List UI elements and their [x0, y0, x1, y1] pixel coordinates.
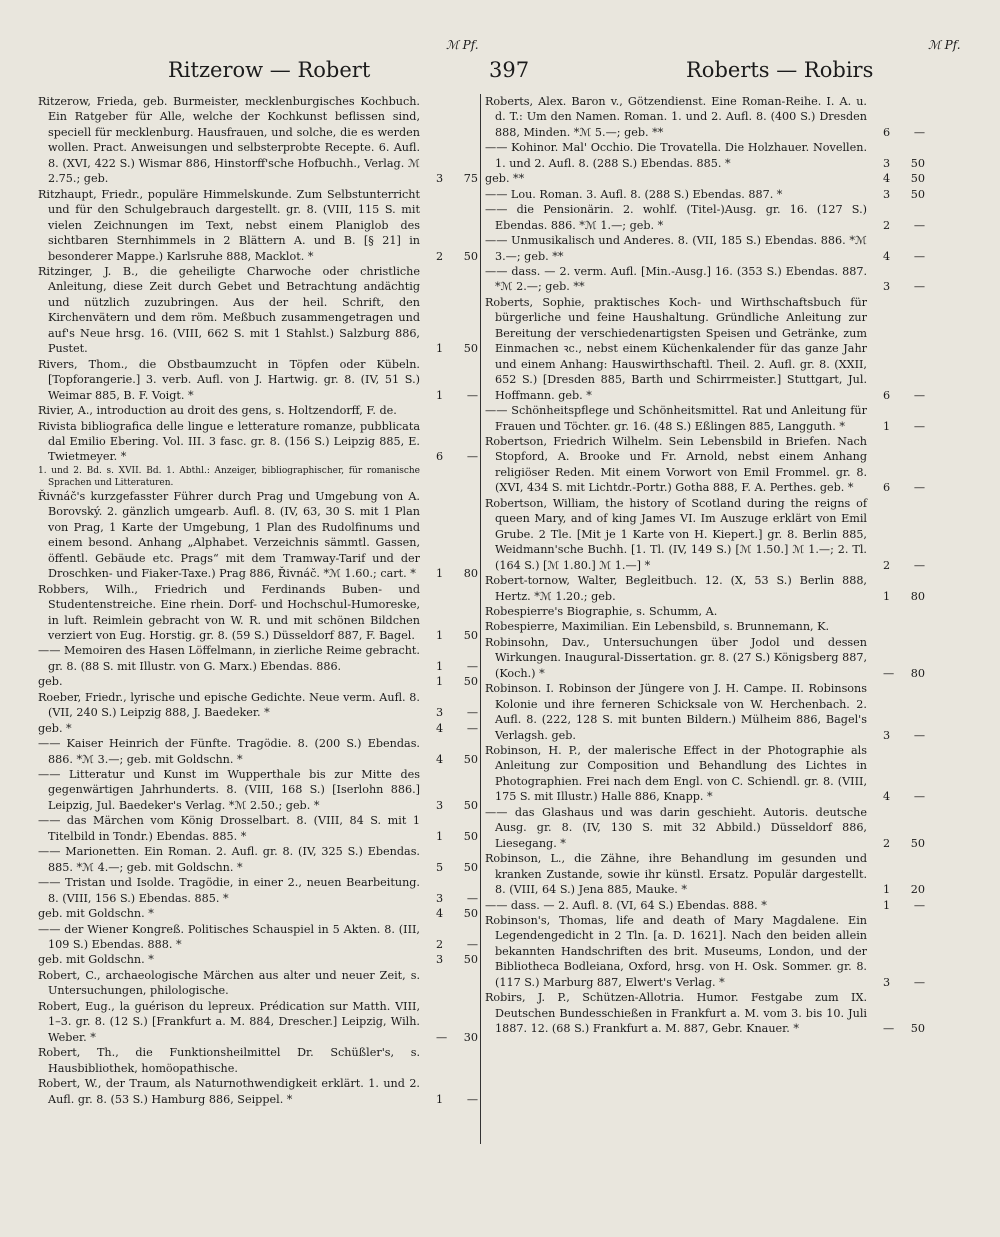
page-header — [38, 48, 962, 84]
catalog-entry — [485, 898, 925, 913]
price-mark: 2 — [883, 218, 891, 232]
entry-price — [424, 937, 478, 952]
entry-price — [424, 1092, 478, 1107]
catalog-entry — [38, 999, 478, 1045]
entry-text: geb. mit Goldschn. * — [38, 953, 154, 967]
price-pfennig: 75 — [463, 172, 478, 186]
entry-text: Rivista bibliografica delle lingue e letterature romanze, pubblicata dal Emilio Ebering. Vol. III. 3 fasc. gr. 8. (156 S.) Leipzig 885, E. Twietmeyer. * — [38, 419, 420, 464]
price-mark: — — [883, 1022, 895, 1036]
entry-text: —— das Glashaus und was darin geschieht. Autoris. deutsche Ausg. gr. 8. (IV, 130 S. mit 32 Abbild.) Düsseldorf 886, Liesegang. * — [485, 805, 867, 850]
entry-text: Robert, C., archaeologische Märchen aus alter und neuer Zeit, s. Untersuchungen, philologische. — [38, 968, 420, 998]
entry-text: Robert, Eug., la guérison du lepreux. Prédication sur Matth. VIII, 1–3. gr. 8. (12 S.) [Frankfurt a. M. 884, Drescher.] Leipzig, Wilh. Weber. * — [38, 999, 420, 1044]
price-mark: 3 — [883, 728, 891, 742]
price-mark: 3 — [436, 891, 444, 905]
entry-price — [871, 789, 925, 804]
entry-price — [871, 728, 925, 743]
entry-text: Ritzinger, J. B., die geheiligte Charwoche oder christliche Anleitung, diese Zeit durch Gebet und Betrachtung andächtig und nützlich zuzubringen. Aus der heil. Schrift, den Kirchenvätern und dem röm. Meßbuch zusammengetragen und auf's Neue hrsg. 16. (VIII, 662 S. mit 1 Stahlst.) Salzburg 886, Pustet. — [38, 264, 420, 356]
entry-price — [871, 171, 925, 186]
entry-price — [871, 1021, 925, 1036]
entry-price — [424, 171, 478, 186]
column-divider — [480, 94, 481, 1144]
catalog-entry — [38, 489, 478, 582]
entry-price — [871, 558, 925, 573]
entry-price — [424, 628, 478, 643]
entry-price — [871, 125, 925, 140]
price-pfennig: 50 — [910, 156, 925, 170]
catalog-entry — [485, 233, 925, 264]
catalog-entry — [38, 674, 478, 689]
price-pfennig: 50 — [910, 836, 925, 850]
price-mark: — — [883, 666, 895, 680]
entry-price — [424, 829, 478, 844]
catalog-entry — [485, 202, 925, 233]
price-pfennig: — — [466, 659, 478, 673]
entry-price — [424, 388, 478, 403]
price-mark: 1 — [436, 628, 444, 642]
catalog-entry — [485, 913, 925, 990]
entry-price — [424, 1030, 478, 1045]
catalog-entry — [38, 922, 478, 953]
entry-text: —— Unmusikalisch und Anderes. 8. (VII, 185 S.) Ebendas. 886. *ℳ 3.—; geb. ** — [485, 234, 867, 263]
price-pfennig: 80 — [463, 567, 478, 581]
price-pfennig: 20 — [910, 883, 925, 897]
entry-price — [424, 752, 478, 767]
catalog-entry — [485, 140, 925, 171]
entry-price — [424, 798, 478, 813]
price-mark: 1 — [436, 675, 444, 689]
price-pfennig: 50 — [463, 798, 478, 812]
price-mark: 3 — [883, 187, 891, 201]
entry-price — [871, 666, 925, 681]
price-pfennig: 50 — [463, 628, 478, 642]
catalog-entry — [38, 721, 478, 736]
price-pfennig: 80 — [910, 589, 925, 603]
entry-price — [871, 156, 925, 171]
entry-price — [871, 975, 925, 990]
entry-text: Roberts, Sophie, praktisches Koch- und Wirthschaftsbuch für bürgerliche und feine Haushaltung. Gründliche Anleitung zur Bereitung der verschiedenartigsten Speisen und Getränke, zum Einmachen ꝛc., nebst einem Küchenkalender für das ganze Jahr und einem Anhang: Hauswirthschaftl. Theil. 2. Aufl. gr. 8. (XXII, 652 S.) [Dresden 885, Barth und Schirrmeister.] Stuttgart, Jul. Hoffmann. geb. * — [485, 295, 867, 402]
price-pfennig: — — [913, 218, 925, 232]
currency-header-right: ℳ Pf. — [928, 38, 961, 52]
entry-text: —— Schönheitspflege und Schönheitsmittel. Rat und Anleitung für Frauen und Töchter. gr. 16. (48 S.) Eßlingen 885, Langguth. * — [485, 404, 867, 433]
price-mark: 6 — [883, 481, 891, 495]
entry-text: Robespierre's Biographie, s. Schumm, A. — [485, 604, 718, 618]
catalog-entry — [38, 582, 478, 644]
price-mark: 1 — [883, 898, 891, 912]
entry-price — [871, 388, 925, 403]
entry-price — [424, 566, 478, 581]
catalog-entry — [38, 357, 478, 403]
entry-text: geb. — [38, 675, 63, 689]
entry-text: Robertson, William, the history of Scotland during the reigns of queen Mary, and of king James VI. Im Auszuge erklärt von Emil Grube. 2 Tle. [Mit je 1 Karte von H. Kiepert.] gr. 8. Berlin 885, Weidmann'sche Buchh. [1. Tl. (IV, 149 S.) [ℳ 1.50.] ℳ 1.—; 2. Tl. (164 S.) [ℳ 1.80.] ℳ 1.—] * — [485, 496, 867, 572]
catalog-entry — [485, 171, 925, 186]
catalog-entry — [38, 1076, 478, 1107]
right-column — [485, 94, 925, 1214]
price-mark: 4 — [436, 721, 444, 735]
catalog-entry — [485, 434, 925, 496]
price-mark: 3 — [883, 280, 891, 294]
price-mark: 6 — [436, 450, 444, 464]
entry-text: Robbers, Wilh., Friedrich und Ferdinands Buben- und Studentenstreiche. Eine rhein. Dorf- und Hochschul-Humoreske, in luft. Reimlein gebracht von W. R. und mit schönen Bildchen verziert von Eug. Horstig. gr. 8. (59 S.) Düsseldorf 887, F. Bagel. — [38, 582, 420, 642]
entry-price — [871, 279, 925, 294]
price-mark: 3 — [883, 156, 891, 170]
price-mark: 4 — [883, 249, 891, 263]
catalog-entry — [485, 573, 925, 604]
price-mark: 1 — [436, 388, 444, 402]
entry-text: —— dass. — 2. Aufl. 8. (VI, 64 S.) Ebendas. 888. * — [485, 898, 767, 912]
price-pfennig: — — [913, 280, 925, 294]
price-mark: 3 — [436, 953, 444, 967]
price-mark: 2 — [436, 249, 444, 263]
price-pfennig: — — [913, 558, 925, 572]
catalog-entry — [485, 187, 925, 202]
entry-text: geb. ** — [485, 172, 525, 186]
catalog-entry — [485, 619, 925, 634]
price-pfennig: — — [466, 938, 478, 952]
price-mark: 1 — [883, 419, 891, 433]
entry-text: Roeber, Friedr., lyrische und epische Gedichte. Neue verm. Aufl. 8. (VII, 240 S.) Leipzig 888, J. Baedeker. * — [38, 690, 420, 720]
entry-text: Ritzerow, Frieda, geb. Burmeister, mecklenburgisches Kochbuch. Ein Ratgeber für Alle, welche der Kochkunst beflissen sind, speciell für mecklenburg. Hausfrauen, und solche, die es werden wollen. Pract. Anweisungen und selbsterprobte Recepte. 6. Aufl. 8. (XVI, 422 S.) Wismar 886, Hinstorff'sche Hofbuchh., Verlag. ℳ 2.75.; geb. — [38, 95, 420, 186]
catalog-entry — [38, 906, 478, 921]
catalog-entry — [485, 805, 925, 851]
price-pfennig: 80 — [910, 666, 925, 680]
price-pfennig: 50 — [463, 953, 478, 967]
price-mark: 4 — [436, 907, 444, 921]
entry-price — [424, 674, 478, 689]
price-mark: 3 — [436, 172, 444, 186]
catalog-entry — [38, 844, 478, 875]
price-pfennig: — — [913, 790, 925, 804]
entry-text: Robinson's, Thomas, life and death of Mary Magdalene. Ein Legendengedicht in 2 Tln. [a. D. 1621]. Nach den beiden allein bekannten Handschriften des brit. Museums, London, und der Bibliotheca Bodleiana, Oxford, hrsg. von H. Osk. Sommer. gr. 8. (117 S.) Marburg 887, Elwert's Verlag. * — [485, 914, 867, 989]
price-pfennig: 50 — [463, 752, 478, 766]
price-pfennig: 50 — [910, 1022, 925, 1036]
price-mark: 2 — [883, 836, 891, 850]
price-mark: 1 — [436, 342, 444, 356]
price-mark: 3 — [436, 798, 444, 812]
entry-price — [424, 249, 478, 264]
entry-price — [424, 721, 478, 736]
price-mark: 1 — [883, 883, 891, 897]
price-pfennig: 50 — [463, 829, 478, 843]
catalog-entry — [485, 635, 925, 681]
price-pfennig: 50 — [463, 342, 478, 356]
catalog-entry — [485, 94, 925, 140]
entry-text: Robinson, H. P., der malerische Effect in der Photographie als Anleitung zur Composition und Behandlung des Lichtes in Photographien. Frei nach dem Engl. von C. Schiendl. gr. 8. (VIII, 175 S. mit Illustr.) Halle 886, Knapp. * — [485, 744, 867, 804]
catalog-entry — [38, 403, 478, 418]
price-pfennig: — — [913, 481, 925, 495]
entry-price — [871, 836, 925, 851]
catalog-entry — [38, 94, 478, 187]
catalog-entry — [38, 643, 478, 674]
entry-price — [424, 906, 478, 921]
catalog-entry — [485, 295, 925, 403]
price-mark: 1 — [436, 1092, 444, 1106]
catalog-entry — [38, 968, 478, 999]
price-pfennig: — — [913, 975, 925, 989]
entry-text: Robert, W., der Traum, als Naturnothwendigkeit erklärt. 1. und 2. Aufl. gr. 8. (53 S.) Hamburg 886, Seippel. * — [38, 1077, 420, 1106]
catalog-entry — [485, 604, 925, 619]
entry-price — [871, 589, 925, 604]
entry-text: Rivers, Thom., die Obstbaumzucht in Töpfen oder Kübeln. [Topforangerie.] 3. verb. Aufl. von J. Hartwig. gr. 8. (IV, 51 S.) Weimar 885, B. F. Voigt. * — [38, 357, 420, 402]
catalog-entry — [485, 851, 925, 897]
entry-price — [424, 891, 478, 906]
entry-price — [871, 882, 925, 897]
entry-text: Roberts, Alex. Baron v., Götzendienst. Eine Roman-Reihe. I. A. u. d. T.: Um den Namen. Roman. 1. und 2. Aufl. 8. (400 S.) Dresden 888, Minden. *ℳ 5.—; geb. ** — [485, 95, 867, 139]
entry-price — [871, 218, 925, 233]
price-pfennig: 50 — [463, 675, 478, 689]
entry-price — [871, 419, 925, 434]
entry-columns — [38, 94, 962, 1214]
catalog-entry — [38, 767, 478, 813]
price-pfennig: — — [913, 125, 925, 139]
left-running-head: Ritzerow — Robert — [168, 58, 371, 82]
entry-price — [871, 898, 925, 913]
entry-text: —— die Pensionärin. 2. wohlf. (Titel-)Ausg. gr. 16. (127 S.) Ebendas. 886. *ℳ 1.—; geb. * — [485, 203, 867, 232]
entry-text: —— Kaiser Heinrich der Fünfte. Tragödie. 8. (200 S.) Ebendas. 886. *ℳ 3.—; geb. mit Goldschn. * — [38, 737, 420, 766]
price-pfennig: 50 — [910, 187, 925, 201]
catalog-entry — [485, 264, 925, 295]
price-pfennig: — — [913, 728, 925, 742]
currency-header-left: ℳ Pf. — [446, 38, 479, 52]
entry-text: —— dass. — 2. verm. Aufl. [Min.-Ausg.] 16. (353 S.) Ebendas. 887. *ℳ 2.—; geb. ** — [485, 264, 867, 294]
catalog-entry — [38, 187, 478, 264]
price-mark: 2 — [883, 558, 891, 572]
entry-price — [871, 249, 925, 264]
catalog-entry — [485, 403, 925, 434]
price-mark: 1 — [883, 589, 891, 603]
price-pfennig: 30 — [463, 1030, 478, 1044]
price-mark: 2 — [436, 938, 444, 952]
entry-text: Robert-tornow, Walter, Begleitbuch. 12. (X, 53 S.) Berlin 888, Hertz. *ℳ 1.20.; geb. — [485, 574, 867, 603]
entry-text: —— Memoiren des Hasen Löffelmann, in zierliche Reime gebracht. gr. 8. (88 S. mit Illustr. von G. Marx.) Ebendas. 886. — [38, 644, 420, 673]
entry-price — [424, 341, 478, 356]
catalog-entry — [38, 1045, 478, 1076]
price-pfennig: — — [466, 1092, 478, 1106]
entry-text: geb. mit Goldschn. * — [38, 907, 154, 921]
price-mark: 6 — [883, 125, 891, 139]
entry-price — [424, 860, 478, 875]
entry-text: Robinson, L., die Zähne, ihre Behandlung im gesunden und kranken Zustande, sowie ihr künstl. Ersatz. Populär dargestellt. 8. (VIII, 64 S.) Jena 885, Mauke. * — [485, 852, 867, 897]
entry-text: —— Kohinor. Mal' Occhio. Die Trovatella. Die Holzhauer. Novellen. 1. und 2. Aufl. 8. (288 S.) Ebendas. 885. * — [485, 141, 867, 170]
catalog-entry — [38, 813, 478, 844]
catalog-entry — [38, 419, 478, 465]
entry-text: —— Litteratur und Kunst im Wupperthale bis zur Mitte des gegenwärtigen Jahrhunderts. 8. (VIII, 168 S.) [Iserlohn 886.] Leipzig, Jul. Baedeker's Verlag. *ℳ 2.50.; geb. * — [38, 768, 420, 812]
price-pfennig: — — [466, 388, 478, 402]
price-mark: 1 — [436, 829, 444, 843]
entry-text: Robertson, Friedrich Wilhelm. Sein Lebensbild in Briefen. Nach Stopford, A. Brooke und Fr. Arnold, nebst einem Anhang religiöser Reden. Mit einem Vorwort von Emil Frommel. gr. 8. (XVI, 434 S. mit Lichtdr.-Portr.) Gotha 888, F. A. Perthes. geb. * — [485, 434, 867, 495]
price-mark: 3 — [436, 706, 444, 720]
price-pfennig: — — [466, 891, 478, 905]
catalog-entry — [38, 952, 478, 967]
catalog-entry — [38, 690, 478, 721]
entry-text: Robespierre, Maximilian. Ein Lebensbild, s. Brunnemann, K. — [485, 620, 830, 634]
entry-text: 1. und 2. Bd. s. XVII. Bd. 1. Abthl.: Anzeiger, bibliographischer, für romanische Sprachen und Litteraturen. — [38, 465, 420, 488]
entry-price — [424, 705, 478, 720]
entry-price — [424, 449, 478, 464]
left-column — [38, 94, 478, 1214]
entry-price — [871, 187, 925, 202]
catalog-entry — [38, 465, 478, 489]
entry-text: Rivier, A., introduction au droit des gens, s. Holtzendorff, F. de. — [38, 404, 397, 418]
price-mark: 1 — [436, 567, 444, 581]
price-pfennig: — — [913, 249, 925, 263]
price-mark: 4 — [883, 172, 891, 186]
catalog-entry — [485, 743, 925, 805]
price-pfennig: — — [913, 898, 925, 912]
price-pfennig: — — [913, 388, 925, 402]
price-pfennig: — — [466, 721, 478, 735]
entry-text: geb. * — [38, 721, 72, 735]
entry-text: —— das Märchen vom König Drosselbart. 8. (VIII, 84 S. mit 1 Titelbild in Tondr.) Ebendas. 885. * — [38, 814, 420, 843]
price-mark: 4 — [436, 752, 444, 766]
price-pfennig: — — [913, 419, 925, 433]
price-pfennig: 50 — [910, 172, 925, 186]
entry-text: —— Tristan und Isolde. Tragödie, in einer 2., neuen Bearbeitung. 8. (VIII, 156 S.) Ebendas. 885. * — [38, 876, 420, 905]
price-pfennig: — — [466, 706, 478, 720]
entry-text: Robinsohn, Dav., Untersuchungen über Jodol und dessen Wirkungen. Inaugural-Dissertation. gr. 8. (27 S.) Königsberg 887, (Koch.) * — [485, 635, 867, 680]
entry-price — [871, 480, 925, 495]
price-pfennig: 50 — [463, 860, 478, 874]
entry-text: Ritzhaupt, Friedr., populäre Himmelskunde. Zum Selbstunterricht und für den Schulgebrauch dargestellt. gr. 8. (VIII, 115 S. mit vielen Zeichnungen im Text, nebst einem Planiglob des sichtbaren Sternhimmels in 2 Blättern A. und B. [§ 21] in besonderer Mappe.) Karlsruhe 888, Macklot. * — [38, 187, 420, 263]
price-pfennig: 50 — [463, 907, 478, 921]
entry-text: Robert, Th., die Funktionsheilmittel Dr. Schüßler's, s. Hausbibliothek, homöopathische. — [38, 1046, 420, 1075]
catalog-entry — [485, 496, 925, 573]
price-mark: 1 — [436, 659, 444, 673]
right-running-head: Roberts — Robirs — [686, 58, 874, 82]
catalog-entry — [485, 990, 925, 1036]
price-mark: 5 — [436, 860, 444, 874]
entry-text: Řivnáč's kurzgefasster Führer durch Prag und Umgebung von A. Borovský. 2. gänzlich umgearb. Aufl. 8. (IV, 63, 30 S. mit 1 Plan von Prag, 1 Karte der Umgebung, 1 Plan des Rudolfinums und einem besond. Anhang „Alphabet. Verzeichnis sämmtl. Gassen, öffentl. Gebäude etc. Prags“ mit dem Tramway-Tarif und der Droschken- und Fiaker-Taxe.) Prag 886, Řivnáč. *ℳ 1.60.; cart. * — [38, 489, 420, 581]
price-mark: 3 — [883, 975, 891, 989]
price-pfennig: 50 — [463, 249, 478, 263]
entry-price — [424, 952, 478, 967]
entry-text: —— Lou. Roman. 3. Aufl. 8. (288 S.) Ebendas. 887. * — [485, 187, 783, 201]
entry-text: Robinson. I. Robinson der Jüngere von J. H. Campe. II. Robinsons Kolonie und ihre ferneren Schicksale von W. Herchenbach. 2. Aufl. 8. (222, 128 S. mit bunten Bildern.) Mülheim 886, Bagel's Verlagsh. geb. — [485, 682, 867, 742]
price-mark: 6 — [883, 388, 891, 402]
price-mark: — — [436, 1030, 448, 1044]
catalog-entry — [38, 736, 478, 767]
entry-text: —— Marionetten. Ein Roman. 2. Aufl. gr. 8. (IV, 325 S.) Ebendas. 885. *ℳ 4.—; geb. mit Goldschn. * — [38, 845, 420, 874]
price-mark: 4 — [883, 790, 891, 804]
page-number: 397 — [489, 58, 530, 82]
entry-text: —— der Wiener Kongreß. Politisches Schauspiel in 5 Akten. 8. (III, 109 S.) Ebendas. 888. * — [38, 922, 420, 952]
price-pfennig: — — [466, 450, 478, 464]
catalog-entry — [485, 681, 925, 743]
entry-price — [424, 659, 478, 674]
entry-text: Robirs, J. P., Schützen-Allotria. Humor. Festgabe zum IX. Deutschen Bundesschießen in Frankfurt a. M. vom 3. bis 10. Juli 1887. 12. (68 S.) Frankfurt a. M. 887, Gebr. Knauer. * — [485, 991, 867, 1036]
catalog-entry — [38, 264, 478, 357]
catalog-entry — [38, 875, 478, 906]
